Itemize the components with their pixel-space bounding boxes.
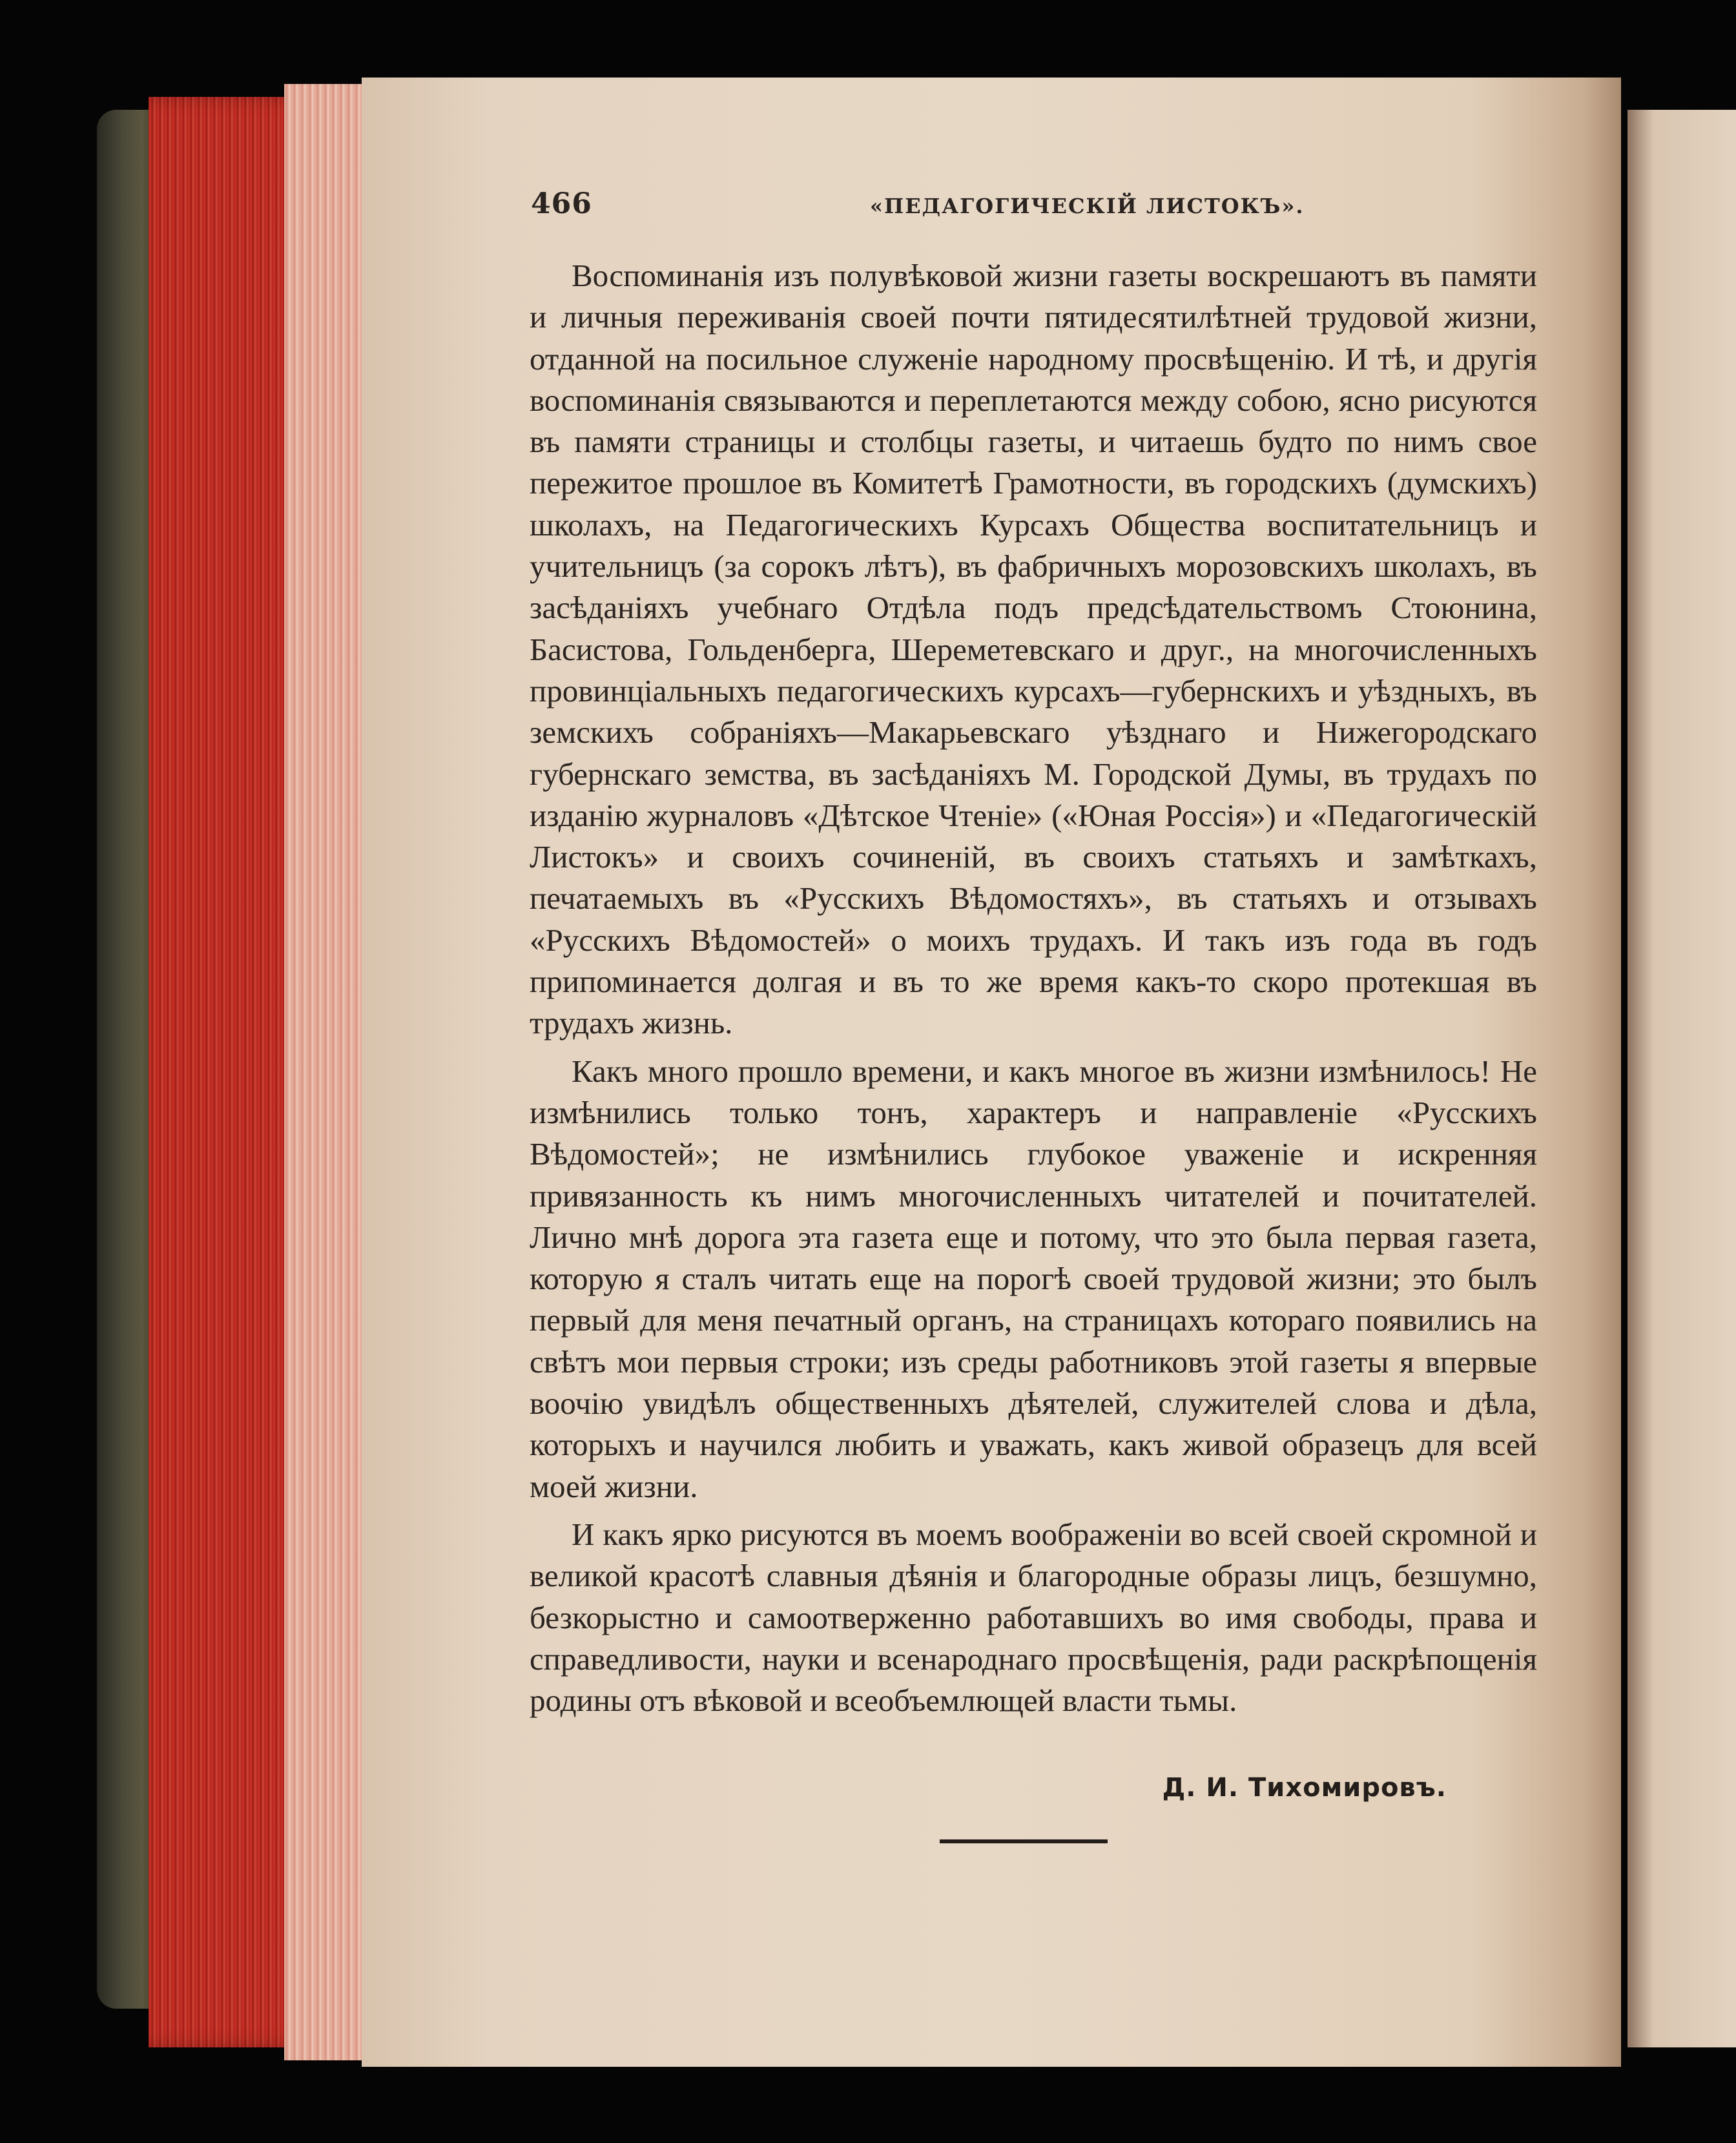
end-rule (940, 1839, 1108, 1843)
paragraph: Какъ много прошло времени, и какъ многое въ жизни измѣнилось! Не измѣнились только тонъ, характеръ и направленіе «Русскихъ Вѣдомостей»; не измѣнились глубокое уваженіе и искренняя привязанность къ нимъ многочисленныхъ читателей и почитателей. Лично мнѣ дорога эта газета еще и потому, что это была первая газета, которую я сталъ читать еще на порогѣ своей трудовой жизни; это былъ первый для меня печатный органъ, на страницахъ котораго появились на свѣтъ мои первыя строки; изъ среды работниковъ этой газеты я впервые воочію увидѣлъ общественныхъ дѣятелей, служителей слова и дѣла, которыхъ и научился любить и уважать, какъ живой образецъ для всей моей жизни. (530, 1053, 1537, 1504)
article-body (530, 255, 1537, 1721)
facing-page (1628, 110, 1736, 2047)
paragraph: И какъ ярко рисуются въ моемъ воображеніи во всей своей скромной и великой красотѣ славныя дѣянія и благородные образы лицъ, безшумно, безкорыстно и самоотверженно работавшихъ во имя свободы, права и справедливости, науки и всенароднаго просвѣщенія, ради раскрѣпощенія родины отъ вѣковой и всеобъемлющей власти тьмы. (530, 1516, 1537, 1719)
page-number: 466 (531, 187, 592, 220)
paragraph: Воспоминанія изъ полувѣковой жизни газеты воскрешаютъ въ памяти и личныя переживанія своей почти пятидесятилѣтней трудовой жизни, отданной на посильное служеніе народному просвѣщенію. И тѣ, и другія воспоминанія связываются и переплетаются между собою, ясно рисуются въ памяти страницы и столбцы газеты, и читаешь будто по нимъ свое пережитое прошлое въ Комитетѣ Грамотности, въ городскихъ (думскихъ) школахъ, на Педагогическихъ Курсахъ Общества воспитательницъ и учительницъ (за сорокъ лѣтъ), въ фабричныхъ морозовскихъ школахъ, въ засѣданіяхъ учебнаго Отдѣла подъ предсѣдательствомъ Стоюнина, Басистова, Гольденберга, Шереметевскаго и друг., на многочисленныхъ провинціальныхъ педагогическихъ курсахъ—губернскихъ и уѣздныхъ, въ земскихъ собраніяхъ—Макарьевскаго уѣзднаго и Нижегородскаго губернскаго земства, въ засѣданіяхъ М. Городской Думы, въ трудахъ по изданію журналовъ «Дѣтское Чтеніе» («Юная Россія») и «Педагогическій Листокъ» и своихъ сочиненій, въ своихъ статьяхъ и замѣткахъ, печатаемыхъ въ «Русскихъ Вѣдомостяхъ», въ статьяхъ и отзывахъ «Русскихъ Вѣдомостей» о моихъ трудахъ. И такъ изъ года въ годъ припоминается долгая и въ то же время какъ-то скоро протекшая въ трудахъ жизнь. (530, 258, 1537, 1041)
page-edges-light (284, 84, 375, 2060)
page-header (531, 187, 1564, 226)
running-title: «ПЕДАГОГИЧЕСКIЙ ЛИСТОКЪ». (870, 194, 1305, 218)
author-signature: Д. И. Тихомировъ. (1162, 1773, 1447, 1803)
